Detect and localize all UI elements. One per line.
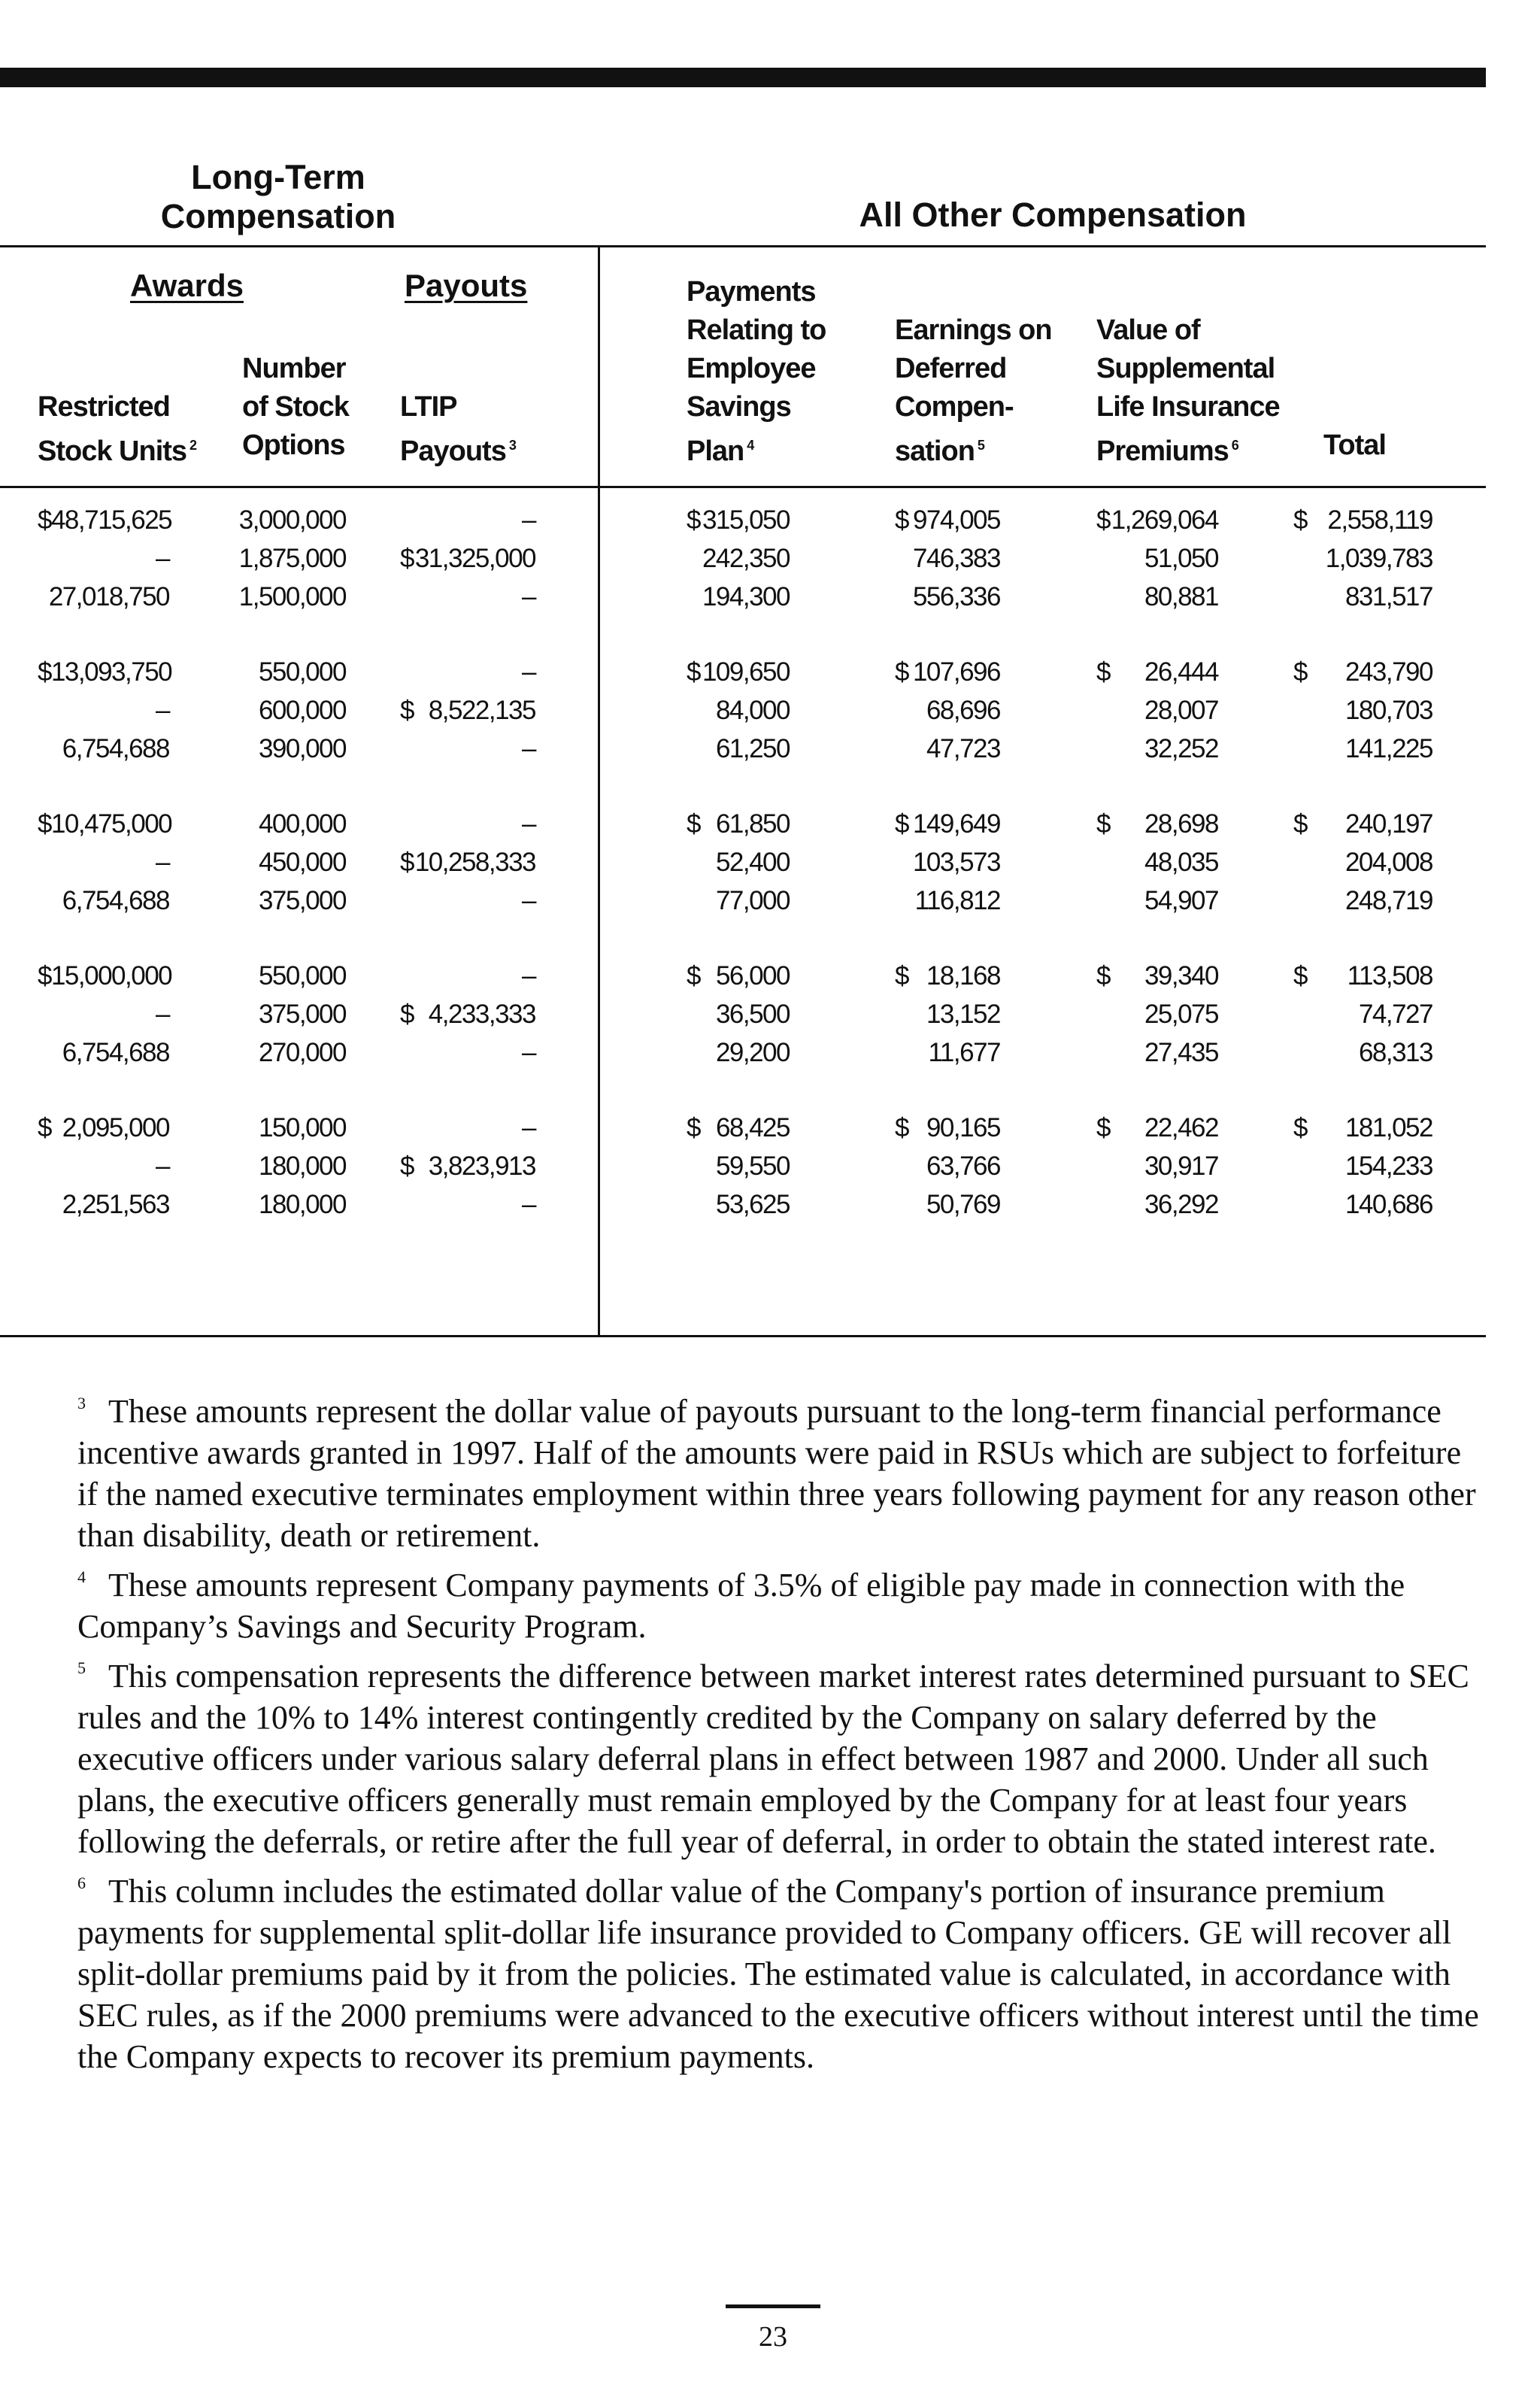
- table-cell: 36,292: [1144, 1190, 1218, 1219]
- table-cell: 2,251,563: [62, 1190, 169, 1219]
- table-cell: 180,000: [258, 1190, 346, 1219]
- table-cell: [1096, 501, 1218, 539]
- table-cell: 36,500: [715, 1000, 790, 1029]
- table-cell: [895, 501, 1000, 539]
- table-cell: 52,400: [715, 848, 790, 877]
- table-cell: 68,313: [1358, 1038, 1432, 1067]
- currency-symbol: $: [1096, 657, 1110, 687]
- currency-symbol: $: [687, 809, 700, 839]
- table-cell: 242,350: [702, 544, 790, 573]
- currency-symbol: $: [687, 961, 700, 991]
- cell-value: 109,650: [702, 657, 790, 687]
- column-header: [400, 388, 516, 471]
- table-cell: 6,754,688: [62, 1038, 169, 1067]
- cell-value: 181,052: [1344, 1113, 1432, 1142]
- table-cell: [1096, 957, 1218, 995]
- table-cell: [1293, 1109, 1432, 1147]
- table-cell: [895, 805, 1000, 843]
- table-cell: 140,686: [1344, 1190, 1432, 1219]
- table-cell: 13,152: [926, 1000, 1000, 1029]
- currency-symbol: $: [895, 961, 908, 991]
- table-cell: 1,875,000: [238, 544, 346, 573]
- table-cell: 154,233: [1344, 1151, 1432, 1181]
- table-cell: 746,383: [912, 544, 1000, 573]
- table-cell: 550,000: [258, 961, 346, 991]
- table-cell: 11,677: [928, 1038, 1000, 1067]
- table-cell: 6,754,688: [62, 734, 169, 763]
- footnote-ref: 4: [747, 438, 754, 453]
- table-cell: –: [522, 961, 535, 991]
- cell-value: 90,165: [926, 1113, 1000, 1142]
- currency-symbol: $: [400, 544, 414, 573]
- table-cell: [1096, 805, 1218, 843]
- table-cell: 556,336: [912, 582, 1000, 611]
- cell-value: 26,444: [1144, 657, 1218, 687]
- table-cell: 29,200: [715, 1038, 790, 1067]
- currency-symbol: $: [1096, 1113, 1110, 1142]
- footnote-ref: 2: [189, 438, 197, 453]
- table-cell: 50,769: [926, 1190, 1000, 1219]
- table-cell: 84,000: [715, 696, 790, 725]
- column-header: [895, 311, 1052, 471]
- table-cell: 53,625: [715, 1190, 790, 1219]
- table-cell: –: [522, 809, 535, 839]
- table-cell: [895, 957, 1000, 995]
- cell-value: 68,425: [715, 1113, 790, 1142]
- footnote-ref: 5: [977, 438, 984, 453]
- footnote: [77, 1647, 1484, 1862]
- table-cell: 116,812: [914, 886, 1000, 915]
- footnote: [77, 1556, 1484, 1647]
- table-cell: 180,000: [258, 1151, 346, 1181]
- footnote-number: 5: [77, 1658, 86, 1677]
- table-cell: 54,907: [1144, 886, 1218, 915]
- table-cell: 27,018,750: [48, 582, 169, 611]
- table-cell: –: [522, 657, 535, 687]
- column-header-label: Restricted Stock Units: [38, 391, 187, 467]
- table-cell: 61,250: [715, 734, 790, 763]
- cell-value: 2,095,000: [62, 1113, 169, 1142]
- table-cell: 32,252: [1144, 734, 1218, 763]
- table-cell: 27,435: [1144, 1038, 1218, 1067]
- page-number-rule: [726, 2304, 820, 2308]
- table-cell: 141,225: [1344, 734, 1432, 763]
- table-cell: –: [156, 1000, 169, 1029]
- footnote-text: This column includes the estimated dollar value of the Company's portion of insurance premium payments for supplemental split-dollar life insurance provided to Company officers. GE will recover all split-dollar premiums paid by it from the policies. The estimated value is calculated, in accordance with SEC rules, as if the 2000 premiums were advanced to the executive officers without interest until the time the Company expects to recover its premium payments.: [77, 1873, 1479, 2075]
- table-cell: [687, 957, 790, 995]
- table-cell: 831,517: [1344, 582, 1432, 611]
- table-cell: 204,008: [1344, 848, 1432, 877]
- table-cell: 63,766: [926, 1151, 1000, 1181]
- cell-value: 28,698: [1144, 809, 1218, 839]
- column-header: [1323, 426, 1386, 465]
- column-header-rule: [0, 486, 1486, 488]
- table-cell: 3,000,000: [238, 505, 346, 535]
- table-cell: –: [522, 1113, 535, 1142]
- table-cell: 390,000: [258, 734, 346, 763]
- footnote-text: These amounts represent Company payments of 3.5% of eligible pay made in connection with the Company’s Savings and Security Program.: [77, 1567, 1405, 1645]
- cell-value: 10,475,000: [50, 809, 172, 839]
- cell-value: 18,168: [926, 961, 1000, 991]
- table-cell: [687, 501, 790, 539]
- currency-symbol: $: [1096, 961, 1110, 991]
- currency-symbol: $: [1293, 961, 1307, 991]
- cell-value: 39,340: [1144, 961, 1218, 991]
- footnote-ref: 3: [508, 438, 516, 453]
- column-header: [242, 350, 349, 465]
- table-cell: 180,703: [1344, 696, 1432, 725]
- table-cell: 270,000: [258, 1038, 346, 1067]
- table-cell: –: [522, 734, 535, 763]
- cell-value: 243,790: [1344, 657, 1432, 687]
- table-cell: 47,723: [926, 734, 1000, 763]
- cell-value: 3,823,913: [428, 1151, 535, 1181]
- cell-value: 974,005: [912, 505, 1000, 535]
- table-cell: 600,000: [258, 696, 346, 725]
- table-cell: [400, 995, 535, 1033]
- table-cell: 6,754,688: [62, 886, 169, 915]
- currency-symbol: $: [895, 657, 908, 687]
- table-cell: 248,719: [1344, 886, 1432, 915]
- table-cell: [1096, 653, 1218, 691]
- cell-value: 315,050: [702, 505, 790, 535]
- column-header: [1096, 311, 1280, 471]
- cell-value: 240,197: [1344, 809, 1432, 839]
- currency-symbol: $: [1096, 809, 1110, 839]
- table-cell: 80,881: [1144, 582, 1218, 611]
- table-cell: [687, 805, 790, 843]
- table-cell: 1,039,783: [1325, 544, 1432, 573]
- table-cell: [687, 653, 790, 691]
- table-cell: 194,300: [702, 582, 790, 611]
- footnote-number: 6: [77, 1874, 86, 1892]
- table-cell: 550,000: [258, 657, 346, 687]
- footnote-text: This compensation represents the difference between market interest rates determined pursuant to SEC rules and the 10% to 14% interest contingently credited by the Company on salary deferred by the executive officers under various salary deferral plans in effect between 1987 and 2000. Under all such plans, the executive officers generally must remain employed by the Company for at least four years following the deferrals, or retire after the full year of deferral, in order to obtain the stated interest rate.: [77, 1658, 1469, 1860]
- currency-symbol: $: [1293, 505, 1307, 535]
- currency-symbol: $: [38, 809, 51, 839]
- table-cell: –: [156, 848, 169, 877]
- table-cell: 59,550: [715, 1151, 790, 1181]
- cell-value: 2,558,119: [1327, 505, 1432, 535]
- table-cell: 77,000: [715, 886, 790, 915]
- table-bottom-rule: [0, 1335, 1486, 1337]
- table-cell: –: [522, 1038, 535, 1067]
- currency-symbol: $: [895, 505, 908, 535]
- table-cell: –: [156, 1151, 169, 1181]
- table-cell: [1096, 1109, 1218, 1147]
- table-cell: 375,000: [258, 886, 346, 915]
- column-header-label: Value of Supplemental Life Insurance Premiums: [1096, 314, 1280, 467]
- table-cell: [1293, 653, 1432, 691]
- table-cell: 68,696: [926, 696, 1000, 725]
- table-cell: 30,917: [1144, 1151, 1218, 1181]
- currency-symbol: $: [38, 961, 51, 991]
- currency-symbol: $: [1293, 809, 1307, 839]
- cell-value: 4,233,333: [428, 1000, 535, 1029]
- cell-value: 113,508: [1347, 961, 1432, 991]
- table-cell: [400, 843, 535, 881]
- cell-value: 107,696: [912, 657, 1000, 687]
- header-rule: [0, 245, 1486, 247]
- table-cell: 450,000: [258, 848, 346, 877]
- table-cell: 25,075: [1144, 1000, 1218, 1029]
- footnote-number: 4: [77, 1567, 86, 1586]
- table-cell: –: [156, 696, 169, 725]
- currency-symbol: $: [400, 1151, 414, 1181]
- all-other-compensation-heading: All Other Compensation: [859, 196, 1247, 234]
- table-cell: [1293, 805, 1432, 843]
- currency-symbol: $: [687, 657, 700, 687]
- cell-value: 8,522,135: [428, 696, 535, 725]
- table-cell: [400, 691, 535, 730]
- cell-value: 15,000,000: [50, 961, 172, 991]
- currency-symbol: $: [895, 1113, 908, 1142]
- table-cell: 150,000: [258, 1113, 346, 1142]
- cell-value: 149,649: [912, 809, 1000, 839]
- long-term-compensation-heading: [120, 158, 436, 236]
- cell-value: 13,093,750: [50, 657, 172, 687]
- currency-symbol: $: [38, 1113, 51, 1142]
- currency-symbol: $: [895, 809, 908, 839]
- currency-symbol: $: [1096, 505, 1110, 535]
- table-cell: [1293, 957, 1432, 995]
- table-cell: 103,573: [912, 848, 1000, 877]
- currency-symbol: $: [400, 1000, 414, 1029]
- currency-symbol: $: [1293, 1113, 1307, 1142]
- column-header-label: LTIP Payouts: [400, 391, 506, 467]
- column-header-label: Earnings on Deferred Compen- sation: [895, 314, 1052, 467]
- table-cell: [895, 1109, 1000, 1147]
- table-cell: 375,000: [258, 1000, 346, 1029]
- cell-value: 56,000: [715, 961, 790, 991]
- cell-value: 1,269,064: [1111, 505, 1218, 535]
- awards-heading: Awards: [130, 268, 244, 303]
- table-cell: –: [522, 1190, 535, 1219]
- cell-value: 22,462: [1144, 1113, 1218, 1142]
- footnote: [77, 1862, 1484, 2077]
- column-header: [687, 273, 826, 471]
- currency-symbol: $: [400, 848, 414, 877]
- page-number: 23: [759, 2321, 787, 2353]
- table-cell: –: [522, 505, 535, 535]
- cell-value: 48,715,625: [50, 505, 172, 535]
- payouts-heading: Payouts: [405, 268, 528, 303]
- table-cell: [400, 539, 535, 578]
- currency-symbol: $: [687, 505, 700, 535]
- table-cell: [895, 653, 1000, 691]
- footnote-number: 3: [77, 1394, 86, 1412]
- cell-value: 61,850: [715, 809, 790, 839]
- footnote-text: These amounts represent the dollar value of payouts pursuant to the long-term financial performance incentive awards granted in 1997. Half of the amounts were paid in RSUs which are subject to forfeiture if the named executive terminates employment within three years following payment for any reason other than disability, death or retirement.: [77, 1393, 1476, 1554]
- footnote-ref: 6: [1231, 438, 1238, 453]
- currency-symbol: $: [1293, 657, 1307, 687]
- currency-symbol: $: [38, 505, 51, 535]
- table-cell: 74,727: [1358, 1000, 1432, 1029]
- footnotes: [77, 1382, 1484, 2077]
- table-cell: 28,007: [1144, 696, 1218, 725]
- column-header: [38, 388, 196, 471]
- footnote: [77, 1382, 1484, 1556]
- cell-value: 31,325,000: [414, 544, 535, 573]
- table-cell: –: [522, 582, 535, 611]
- table-cell: [687, 1109, 790, 1147]
- currency-symbol: $: [687, 1113, 700, 1142]
- cell-value: 10,258,333: [414, 848, 535, 877]
- currency-symbol: $: [38, 657, 51, 687]
- long-term-heading-text: Long-Term Compensation: [160, 158, 396, 235]
- table-cell: 48,035: [1144, 848, 1218, 877]
- table-cell: 51,050: [1144, 544, 1218, 573]
- table-cell: 400,000: [258, 809, 346, 839]
- top-rule: [0, 68, 1486, 87]
- column-header-label: Payments Relating to Employee Savings Plan: [687, 276, 826, 467]
- table-cell: [1293, 501, 1432, 539]
- column-header-label: Number of Stock Options: [242, 353, 349, 461]
- column-header-label: Total: [1323, 429, 1386, 461]
- table-cell: [400, 1147, 535, 1185]
- currency-symbol: $: [400, 696, 414, 725]
- table-cell: 1,500,000: [238, 582, 346, 611]
- table-cell: –: [522, 886, 535, 915]
- table-cell: –: [156, 544, 169, 573]
